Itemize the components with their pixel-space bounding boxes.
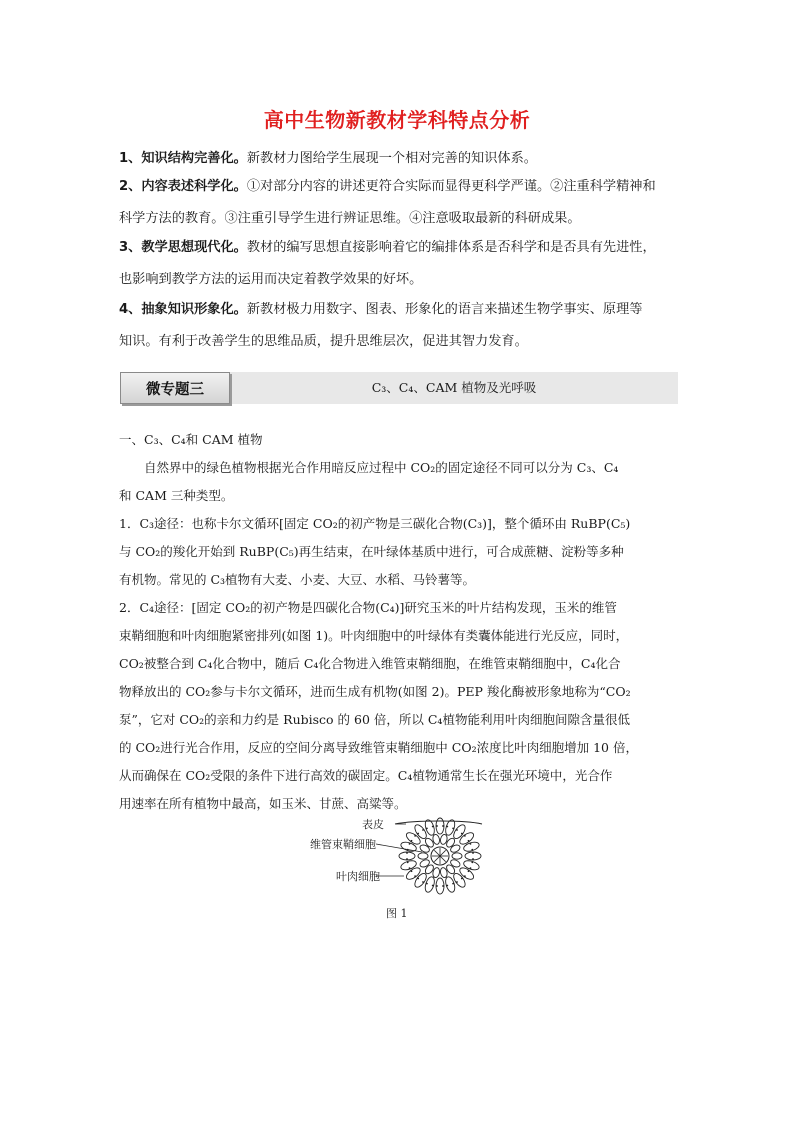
intro-item-4: [119, 294, 679, 358]
intro-item-text: ①对部分内容的讲述更符合实际而显得更科学严谨。②注重科学精神和: [246, 179, 656, 194]
chloroplast-dot: [436, 885, 438, 887]
text-line: 的 CO₂进行光合作用，反应的空间分离导致维管束鞘细胞中 CO₂浓度比叶肉细胞增加 10 倍，: [119, 740, 638, 755]
text-line: 有机物。常见的 C₃植物有大麦、小麦、大豆、水稻、马铃薯等。: [119, 572, 476, 587]
chloroplast-dot: [414, 835, 416, 837]
chloroplast-dot: [417, 878, 419, 880]
intro-item-text: 科学方法的教育。③注重引导学生进行辨证思维。④注意吸取最新的科研成果。: [119, 211, 581, 226]
chloroplast-dot: [406, 852, 408, 854]
chloroplast-dot: [446, 826, 448, 828]
text-line: 与 CO₂的羧化开始到 RuBP(C₅)再生结束，在叶绿体基质中进行，可合成蔗糖、淀粉等多种: [119, 544, 624, 559]
chloroplast-dot: [406, 858, 408, 860]
chloroplast-dot: [432, 826, 434, 828]
page-title: 高中生物新教材学科特点分析: [263, 108, 531, 132]
text-line: 泵”，它对 CO₂的亲和力约是 Rubisco 的 60 倍，所以 C₄植物能利用叶肉细胞间隙含量很低: [119, 712, 630, 727]
chloroplast-dot: [414, 875, 416, 877]
chloroplast-dot: [442, 885, 444, 887]
intro-item-head: 1、知识结构完善化。: [119, 151, 247, 166]
intro-item-text: 也影响到教学方法的运用而决定着教学效果的好坏。: [119, 272, 423, 287]
chloroplast-dot: [407, 862, 409, 864]
chloroplast-dot: [468, 840, 470, 842]
paragraph-intro: [119, 454, 679, 510]
chloroplast-dot: [470, 867, 472, 869]
intro-item-text: 新教材力图给学生展现一个相对完善的知识体系。: [246, 151, 537, 166]
chloroplast-dot: [456, 829, 458, 831]
chloroplast-dot: [409, 867, 411, 869]
bundle-sheath-cell: [418, 853, 428, 859]
intro-item-head: 3、教学思想现代化。: [119, 240, 247, 255]
intro-item-head: 2、内容表述科学化。: [119, 179, 247, 194]
chloroplast-dot: [422, 881, 424, 883]
label-epidermis: 表皮: [362, 818, 384, 831]
chloroplast-dot: [471, 849, 473, 851]
intro-item-text: 知识。有利于改善学生的思维品质，提升思维层次，促进其智力发育。: [119, 334, 528, 349]
banner-title: C₃、C₄、CAM 植物及光呼吸: [371, 380, 537, 395]
chloroplast-dot: [411, 870, 413, 872]
label-mesophyll: 叶肉细胞: [336, 870, 380, 883]
chloroplast-dot: [461, 833, 463, 835]
chloroplast-dot: [426, 883, 428, 885]
intro-item-3: [119, 232, 679, 296]
intro-item-2: [119, 171, 679, 235]
chloroplast-dot: [461, 878, 463, 880]
chloroplast-dot: [422, 829, 424, 831]
intro-item-text: 教材的编写思想直接影响着它的编排体系是否科学和是否具有先进性，: [246, 240, 656, 255]
chloroplast-dot: [456, 881, 458, 883]
text-line: 束鞘细胞和叶肉细胞紧密排列(如图 1)。叶肉细胞中的叶绿体有类囊体能进行光反应，同时，: [119, 628, 629, 643]
text-line: 用速率在所有植物中最高，如玉米、甘蔗、高粱等。: [119, 796, 407, 811]
vascular-bundle-detail: [432, 848, 448, 864]
chloroplast-dot: [409, 843, 411, 845]
paragraph-c4: [119, 594, 679, 818]
paragraph-c3: [119, 510, 679, 594]
text-line: 2．C₄途径：[固定 CO₂的初产物是四碳化合物(C₄)]研究玉米的叶片结构发现，玉米的维管: [119, 600, 617, 615]
chloroplast-dot: [426, 828, 428, 830]
leaf-cross-section-figure: [300, 812, 500, 922]
figure-caption: 图 1: [386, 907, 408, 920]
text-line: 1．C₃途径：也称卡尔文循环[固定 CO₂的初产物是三碳化合物(C₃)]，整个循环由 RuBP(C₅): [119, 516, 631, 531]
chloroplast-dot: [442, 825, 444, 827]
bundle-sheath-cell: [452, 853, 462, 859]
chloroplast-dot: [436, 825, 438, 827]
text-line: 和 CAM 三种类型。: [119, 488, 234, 503]
chloroplast-dot: [470, 843, 472, 845]
chloroplast-dot: [432, 885, 434, 887]
intro-item-text: 新教材极力用数字、图表、形象化的语言来描述生物学事实、原理等: [246, 302, 643, 317]
label-bundle-sheath: 维管束鞘细胞: [310, 838, 376, 851]
text-line: CO₂被整合到 C₄化合物中，随后 C₄化合物进入维管束鞘细胞，在维管束鞘细胞中，C₄化合: [119, 656, 621, 671]
chloroplast-dot: [411, 840, 413, 842]
chloroplast-dot: [417, 833, 419, 835]
chloroplast-dot: [472, 858, 474, 860]
intro-item-head: 4、抽象知识形象化。: [119, 302, 247, 317]
banner-tab-label: 微专题三: [120, 372, 230, 404]
topic-banner: [120, 372, 678, 404]
chloroplast-dot: [452, 828, 454, 830]
chloroplast-dot: [446, 885, 448, 887]
text-line: 物释放出的 CO₂参与卡尔文循环，进而生成有机物(如图 2)。PEP 羧化酶被形象地称为“CO₂: [119, 684, 631, 699]
chloroplast-dot: [464, 875, 466, 877]
chloroplast-dot: [468, 870, 470, 872]
chloroplast-dot: [464, 835, 466, 837]
text-line: 从而确保在 CO₂受限的条件下进行高效的碳固定。C₄植物通常生长在强光环境中，光合作: [119, 768, 613, 783]
section-heading: 一、C₃、C₄和 CAM 植物: [119, 432, 263, 447]
chloroplast-dot: [452, 883, 454, 885]
text-line: 自然界中的绿色植物根据光合作用暗反应过程中 CO₂的固定途径不同可以分为 C₃、C₄: [144, 460, 619, 475]
chloroplast-dot: [472, 852, 474, 854]
chloroplast-dot: [471, 862, 473, 864]
